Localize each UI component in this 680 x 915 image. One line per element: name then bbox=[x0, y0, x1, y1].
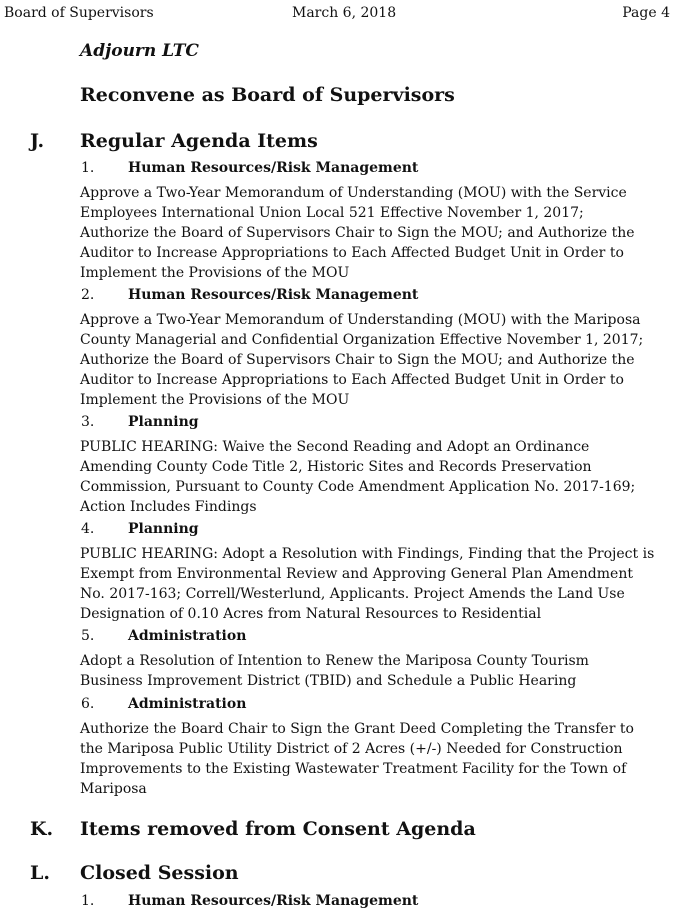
item-description: PUBLIC HEARING: Waive the Second Reading and Adopt an Ordinance Amending County Code Title 2, Historic Sites and Records Preservation Commission, Pursuant to County Code Amendment Application No. 2017-169; Action Includes Findings bbox=[80, 439, 636, 515]
item-description: Approve a Two-Year Memorandum of Understanding (MOU) with the Mariposa County Managerial and Confidential Organization Effective November 1, 2017; Authorize the Board of Supervisors Chair to Sign the MOU; and Authorize the Auditor to Increase Appropriations to Each Affected Budget Unit in Order to Implement the Provisions of the MOU bbox=[80, 312, 644, 408]
section-title: Regular Agenda Items bbox=[80, 130, 318, 152]
section-l-heading bbox=[0, 860, 680, 886]
item-department: Planning bbox=[128, 414, 199, 430]
section-title: Items removed from Consent Agenda bbox=[80, 818, 476, 840]
item-description: Approve a Two-Year Memorandum of Understanding (MOU) with the Service Employees International Union Local 521 Effective November 1, 2017; Authorize the Board of Supervisors Chair to Sign the MOU; and Authorize the Auditor to Increase Appropriations to Each Affected Budget Unit in Order to Implement the Provisions of the MOU bbox=[80, 185, 635, 281]
item-description: PUBLIC HEARING: Adopt a Resolution with Findings, Finding that the Project is Exempt from Environmental Review and Approving General Plan Amendment No. 2017-163; Correll/Westerlund, Applicants. Project Amends the Land Use Designation of 0.10 Acres from Natural Resources to Residential bbox=[80, 546, 655, 622]
item-department: Administration bbox=[128, 628, 247, 644]
section-k-heading bbox=[0, 816, 680, 842]
item-department: Human Resources/Risk Management bbox=[128, 160, 419, 176]
section-j-heading bbox=[0, 128, 680, 154]
section-letter: K. bbox=[30, 818, 54, 840]
item-number: 4. bbox=[81, 521, 95, 537]
item-description: Adopt a Resolution of Intention to Renew the Mariposa County Tourism Business Improvement District (TBID) and Schedule a Public Hearing bbox=[80, 653, 589, 689]
item-department: Planning bbox=[128, 521, 199, 537]
adjourn-ltc-heading: Adjourn LTC bbox=[80, 41, 199, 61]
item-number: 1. bbox=[81, 893, 95, 909]
item-number: 2. bbox=[81, 287, 95, 303]
item-number: 6. bbox=[81, 696, 95, 712]
item-number: 1. bbox=[81, 160, 95, 176]
item-department: Human Resources/Risk Management bbox=[128, 893, 419, 909]
item-description: Authorize the Board Chair to Sign the Grant Deed Completing the Transfer to the Mariposa Public Utility District of 2 Acres (+/-) Needed for Construction Improvements to the Existing Wastewater Treatment Facility for the Town of Mariposa bbox=[80, 721, 634, 797]
section-letter: J. bbox=[30, 130, 45, 152]
header-date: March 6, 2018 bbox=[292, 5, 397, 21]
header-board-name: Board of Supervisors bbox=[4, 5, 154, 21]
section-letter: L. bbox=[30, 862, 50, 884]
reconvene-heading: Reconvene as Board of Supervisors bbox=[80, 84, 455, 106]
header-page-number: Page 4 bbox=[622, 5, 670, 21]
item-number: 5. bbox=[81, 628, 95, 644]
item-department: Administration bbox=[128, 696, 247, 712]
item-number: 3. bbox=[81, 414, 95, 430]
item-department: Human Resources/Risk Management bbox=[128, 287, 419, 303]
section-title: Closed Session bbox=[80, 862, 239, 884]
